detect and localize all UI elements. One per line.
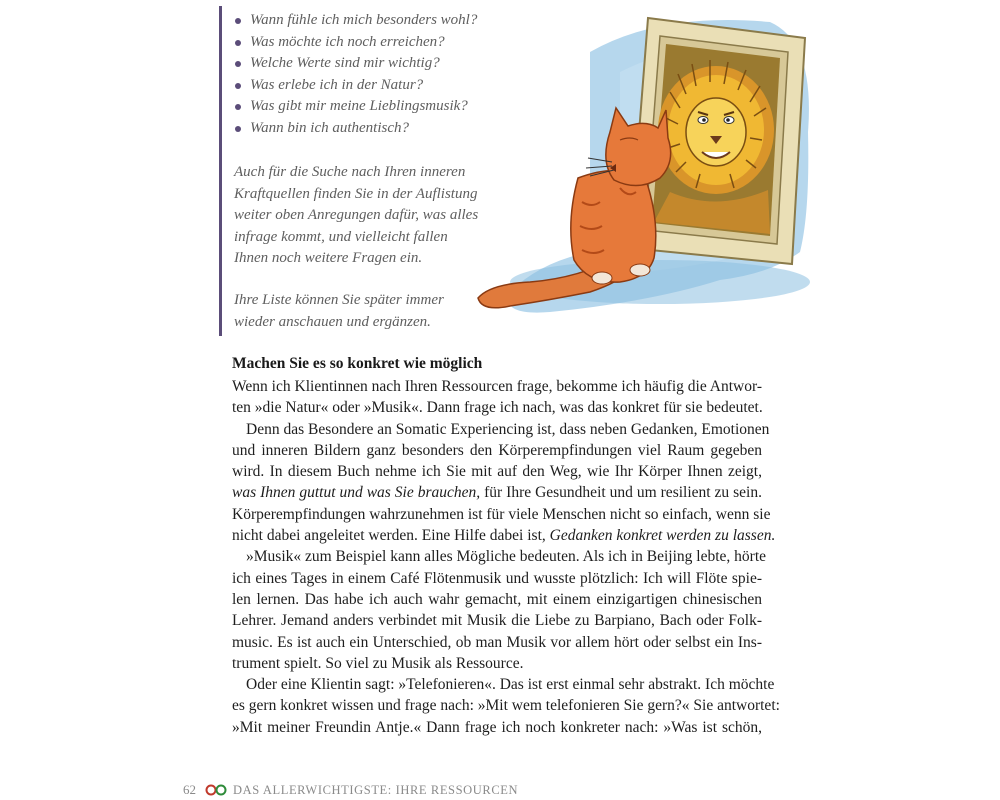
text-line: Oder eine Klientin sagt: »Telefonieren«. Das ist erst einmal sehr abstrakt. Ich möchte — [246, 676, 775, 694]
sidebar-paragraph: Auch für die Suche nach Ihren inneren Kraftquellen finden Sie in der Auflistung weiter oben Anregungen dafür, was alles infrage kommt, und vielleicht fallen Ihnen noch weitere Fragen ein. — [234, 164, 479, 266]
text-line: es gern konkret wissen und frage nach: »Mit wem telefonieren Sie gern?« Sie antwortet: — [232, 697, 780, 715]
list-item: Welche Werte sind mir wichtig? — [234, 53, 477, 75]
quote-sidebar — [219, 6, 494, 336]
list-item: Was möchte ich noch erreichen? — [234, 32, 477, 54]
italic-phrase: was Ihnen guttut und was Sie brauchen, — [232, 484, 481, 502]
infinity-circles-icon — [205, 784, 227, 796]
text-span: nicht dabei angeleitet werden. Eine Hilfe dabei ist, — [232, 527, 550, 545]
text-line — [232, 525, 776, 546]
bullet-icon — [235, 40, 241, 46]
text-line — [232, 482, 762, 503]
bullet-icon — [235, 61, 241, 67]
sidebar-paragraph: Ihre Liste können Sie später immer wieder anschauen und ergänzen. — [234, 292, 444, 330]
text-line: music. Es ist auch ein Unterschied, ob man Musik vor allem hört oder selbst ein Ins- — [232, 633, 762, 651]
text-line: ten »die Natur« oder »Musik«. Dann frage ich nach, was das konkret für sie bedeutet. — [232, 399, 763, 417]
text-line: Lehrer. Jemand anders verbindet mit Musik die Liebe zu Barpiano, Bach oder Folk- — [232, 612, 762, 630]
text-line: len lernen. Das habe ich auch wahr gemacht, mit einem einzigartigen chinesischen — [232, 590, 762, 608]
body-text — [232, 376, 780, 738]
list-item: Was gibt mir meine Lieblingsmusik? — [234, 96, 477, 118]
text-line: und inneren Bildern ganz besonders den Körperempfindungen viel Raum gegeben — [232, 441, 762, 459]
list-item: Was erlebe ich in der Natur? — [234, 75, 477, 97]
text-line: ich eines Tages in einem Café Flötenmusik und wusste plötzlich: Ich will Flöte spie- — [232, 569, 762, 587]
italic-phrase: Gedanken konkret werden zu lassen. — [549, 527, 776, 545]
text-line: Denn das Besondere an Somatic Experiencing ist, dass neben Gedanken, Emotionen — [246, 420, 770, 438]
text-line: Körperempfindungen wahrzunehmen ist für viele Menschen nicht so einfach, wenn sie — [232, 505, 771, 523]
text-line: trument spielt. So viel zu Musik als Ressource. — [232, 654, 524, 672]
list-item: Wann fühle ich mich besonders wohl? — [234, 10, 477, 32]
question-list — [234, 10, 477, 139]
section-heading: Machen Sie es so konkret wie möglich — [232, 355, 483, 372]
text-line: »Mit meiner Freundin Antje.« Dann frage ich noch konkreter nach: »Was ist schön, — [232, 718, 762, 736]
cat-lion-mirror-illustration — [470, 12, 810, 324]
text-line: wird. In diesem Buch nehme ich Sie mit auf den Weg, wie Ihr Körper Ihnen zeigt, — [232, 463, 762, 481]
text-line: »Musik« zum Beispiel kann alles Mögliche bedeuten. Als ich in Beijing lebte, hörte — [246, 548, 767, 566]
text-line: Wenn ich Klientinnen nach Ihren Ressourcen frage, bekomme ich häufig die Antwor- — [232, 378, 762, 395]
bullet-icon — [235, 126, 241, 132]
list-item: Wann bin ich authentisch? — [234, 118, 477, 140]
page-number: 62 — [183, 782, 196, 797]
bullet-icon — [235, 18, 241, 24]
running-title: DAS ALLERWICHTIGSTE: IHRE RESSOURCEN — [233, 782, 519, 797]
bullet-icon — [235, 83, 241, 89]
bullet-icon — [235, 104, 241, 110]
page-footer — [183, 780, 518, 800]
text-span: für Ihre Gesundheit und um resilient zu sein. — [480, 484, 762, 502]
